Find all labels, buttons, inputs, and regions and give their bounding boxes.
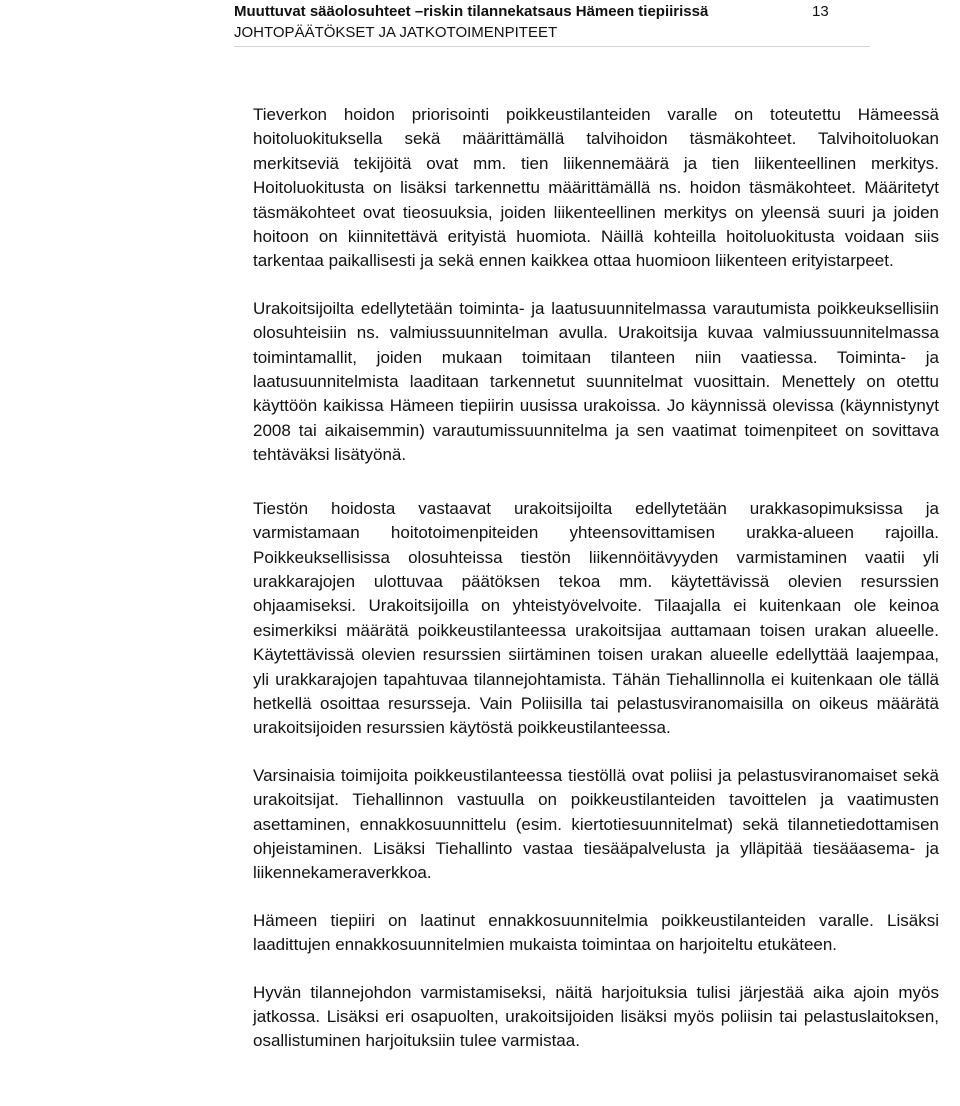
- paragraph: Varsinaisia toimijoita poikkeustilanteessa tiestöllä ovat poliisi ja pelastusviranomaiset sekä urakoitsijat. Tiehallinnon vastuulla on poikkeustilanteiden tavoittelen ja vaatimusten asettaminen, ennakkosuunnittelu (esim. kiertotiesuunnitelmat) sekä tilannetiedottamisen ohjeistaminen. Lisäksi Tiehallinto vastaa tiesääpalvelusta ja ylläpitää tiesääasema- ja liikennekameraverkkoa.: [253, 765, 939, 883]
- paragraph: Hämeen tiepiiri on laatinut ennakkosuunnitelmia poikkeustilanteiden varalle. Lisäksi laadittujen ennakkosuunnitelmien mukaista toimintaa on harjoiteltu etukäteen.: [253, 910, 939, 955]
- paragraph: Tieverkon hoidon priorisointi poikkeustilanteiden varalle on toteutettu Hämeessä hoitoluokituksella sekä määrittämällä talvihoidon täsmäkohteet. Talvihoitoluokan merkitseviä tekijöitä ovat mm. tien liikennemäärä ja tien liikenteellinen merkitys. Hoitoluokitusta on lisäksi tarkennettu määrittämällä ns. hoidon täsmäkohteet. Määritetyt täsmäkohteet ovat tieosuuksia, joiden liikenteellinen merkitys on yleensä suuri ja joiden hoitoon on kiinnitettävä erityistä huomiota. Näillä kohteilla hoitoluokitusta voidaan siis tarkentaa paikallisesti ja sekä ennen kaikkea ottaa huomioon liikenteen erityistarpeet.: [253, 105, 939, 271]
- paragraph: Tiestön hoidosta vastaavat urakoitsijoilta edellytetään urakkasopimuksissa ja varmistamaan hoitotoimenpiteiden yhteensovittamisen urakka-alueen rajoilla. Poikkeuksellisissa olosuhteissa tiestön liikennöitävyyden varmistaminen vaatii yli urakkarajojen ulottuvaa päätöksen tekoa mm. käytettävissä olevien resurssien ohjaamiseksi. Urakoitsijoilla on yhteistyövelvoite. Tilaajalla ei kuitenkaan ole keinoa esimerkiksi määrätä poikkeustilanteessa urakoitsijaa auttamaan toisen urakan alueelle. Käytettävissä olevien resurssien siirtäminen toisen urakan alueelle edellyttää laajempaa, yli urakkarajojen tapahtuvaa tilannejohtamista. Tähän Tiehallinnolla ei kuitenkaan ole tällä hetkellä osoittaa resursseja. Vain Poliisilla tai pelastusviranomaisilla on oikeus määrätä urakoitsijoiden resurssien käytöstä poikkeustilanteessa.: [253, 498, 939, 738]
- body-text: [253, 103, 939, 1054]
- page-number: 13: [812, 3, 829, 20]
- document-title: Muuttuvat sääolosuhteet –riskin tilannekatsaus Hämeen tiepiirissä: [234, 3, 709, 20]
- paragraph: Urakoitsijoilta edellytetään toiminta- ja laatusuunnitelmassa varautumista poikkeuksellisiin olosuhteisiin ns. valmiussuunnitelman avulla. Urakoitsija kuvaa valmiussuunnitelmassa toimintamallit, joiden mukaan toimitaan tilanteen niin vaatiessa. Toiminta- ja laatusuunnitelmista laaditaan tarkennetut suunnitelmat vuosittain. Menettely on otettu käyttöön kaikissa Hämeen tiepiirin uusissa urakoissa. Jo käynnissä olevissa (käynnistynyt 2008 tai aikaisemmin) varautumissuunnitelma ja sen vaatimat toimenpiteet on sovittava tehtäväksi lisätyönä.: [253, 298, 939, 465]
- paragraph: Hyvän tilannejohdon varmistamiseksi, näitä harjoituksia tulisi järjestää aika ajoin myös jatkossa. Lisäksi eri osapuolten, urakoitsijoiden lisäksi myös poliisin tai pelastuslaitoksen, osallistuminen harjoituksiin tulee varmistaa.: [253, 982, 939, 1051]
- page-header: [0, 0, 960, 48]
- section-title: JOHTOPÄÄTÖKSET JA JATKOTOIMENPITEET: [234, 24, 558, 41]
- header-divider: [234, 46, 870, 47]
